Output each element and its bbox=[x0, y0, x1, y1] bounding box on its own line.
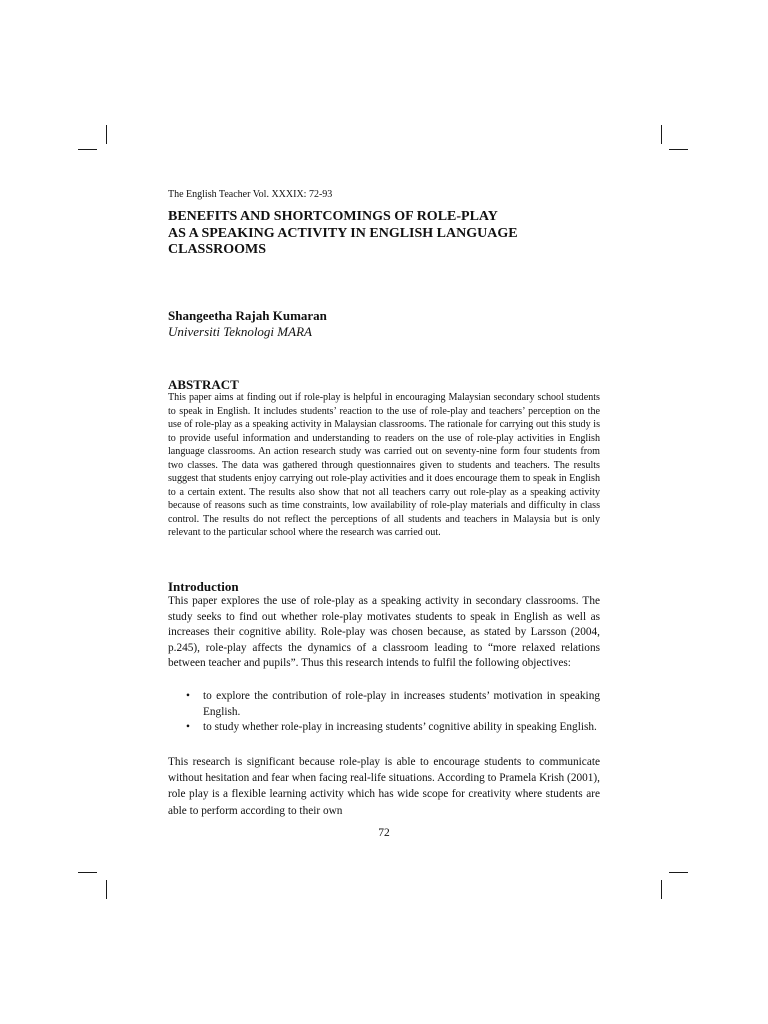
objective-text: to explore the contribution of role-play in increases students’ motivation in speaking English. bbox=[203, 690, 600, 718]
crop-mark-bottom-right-horizontal bbox=[669, 872, 688, 873]
objectives-list bbox=[168, 689, 600, 736]
introduction-heading: Introduction bbox=[168, 579, 239, 594]
bullet-icon: • bbox=[186, 721, 190, 734]
author-affiliation: Universiti Teknologi MARA bbox=[168, 324, 312, 339]
journal-citation: The English Teacher Vol. XXXIX: 72-93 bbox=[168, 189, 333, 200]
abstract-text: This paper aims at finding out if role-play is helpful in encouraging Malaysian secondary school students to speak in English. It includes students’ reaction to the use of role-play and teachers’ perception on the use of role-play as a speaking activity in Malaysian classrooms. The rationale for carrying out this study is to provide useful information and understanding to readers on the use of role-play activities in English language classrooms. An action research study was carried out on seventy-nine form four students from two classes. The data was gathered through questionnaires given to students and teachers. The results suggest that students enjoy carrying out role-play activities and it does encourage them to speak in English to a certain extent. The results also show that not all teachers carry out role-play as a speaking activity because of reasons such as time constraints, low availability of role-play materials and difficulty in class control. The results do not reflect the perceptions of all students and teachers in Malaysia but is only relevant to the particular school where the research was carried out. bbox=[168, 392, 600, 539]
title-line-1: BENEFITS AND SHORTCOMINGS OF ROLE-PLAY bbox=[168, 209, 498, 224]
abstract-heading: ABSTRACT bbox=[168, 377, 239, 392]
page-number: 72 bbox=[378, 827, 390, 839]
crop-mark-bottom-right-vertical bbox=[661, 880, 662, 899]
bullet-icon: • bbox=[186, 690, 190, 702]
crop-mark-bottom-left-vertical bbox=[106, 880, 107, 899]
crop-mark-top-right-vertical bbox=[661, 125, 662, 144]
crop-mark-bottom-left-horizontal bbox=[78, 872, 97, 873]
objective-item bbox=[168, 689, 600, 720]
introduction-paragraph-1: This paper explores the use of role-play as a speaking activity in secondary classrooms. The study seeks to find out whether role-play motivates students to speak in English as well as increases their cognitive ability. Role-play was chosen because, as stated by Larsson (2004, p.245), role-play affects the dynamics of a classroom leading to “more relaxed relations between teacher and pupils”. Thus this research intends to fulfil the following objectives: bbox=[168, 595, 600, 670]
author-name: Shangeetha Rajah Kumaran bbox=[168, 308, 327, 323]
objective-text: to study whether role-play in increasing students’ cognitive ability in speaking English. bbox=[203, 721, 597, 734]
objective-item bbox=[168, 720, 600, 736]
title-line-2: AS A SPEAKING ACTIVITY IN ENGLISH LANGUAGE bbox=[168, 225, 518, 241]
crop-mark-top-left-horizontal bbox=[78, 149, 97, 150]
crop-mark-top-right-horizontal bbox=[669, 149, 688, 150]
paper-title bbox=[168, 209, 600, 259]
introduction-paragraph-2: This research is significant because role-play is able to encourage students to communicate without hesitation and fear when facing real-life situations. According to Pramela Krish (2001), role play is a flexible learning activity which has wide scope for creativity where students are able to perform according to their own bbox=[168, 756, 600, 817]
title-line-3: CLASSROOMS bbox=[168, 242, 267, 257]
crop-mark-top-left-vertical bbox=[106, 125, 107, 144]
